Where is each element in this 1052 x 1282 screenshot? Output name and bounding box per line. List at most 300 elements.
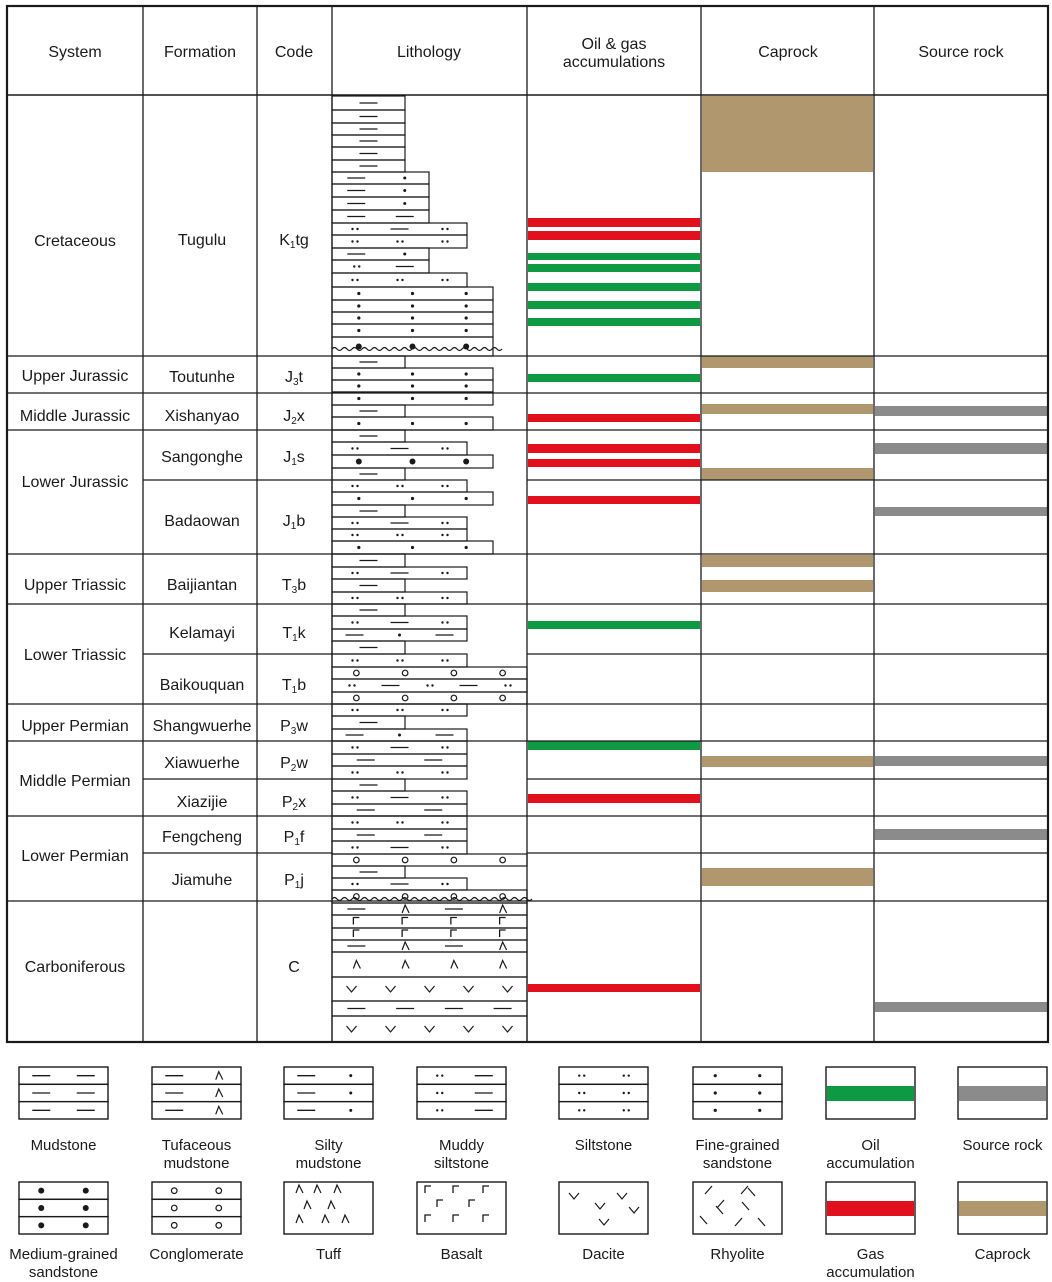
formation-code: P3w — [280, 718, 308, 737]
dot-mark — [441, 447, 443, 449]
legend-box — [19, 1217, 108, 1234]
tuff-mark — [402, 942, 409, 950]
lithology-bed — [332, 854, 527, 866]
basalt-mark — [500, 930, 506, 937]
dot-mark — [411, 316, 414, 319]
dot-mark — [401, 821, 403, 823]
dot-mark — [351, 659, 353, 661]
system-label: Lower Permian — [21, 848, 129, 865]
lithology-bed — [332, 172, 429, 184]
dot-mark — [356, 883, 358, 885]
oil-accumulation-bar — [528, 374, 700, 382]
dot-mark — [441, 1109, 443, 1111]
dot-mark — [463, 459, 469, 465]
dacite-mark — [425, 1026, 435, 1032]
formation-label: Fengcheng — [162, 829, 242, 846]
dot-mark — [441, 709, 443, 711]
dot-mark — [441, 240, 443, 242]
dot-mark — [446, 709, 448, 711]
dot-mark — [356, 621, 358, 623]
dot-mark — [356, 771, 358, 773]
formation-label: Xishanyao — [165, 408, 240, 425]
dot-mark — [351, 485, 353, 487]
formation-code: J3t — [285, 369, 304, 388]
pebble-mark — [402, 857, 408, 863]
dot-mark — [436, 1109, 438, 1111]
dot-mark — [357, 422, 360, 425]
dot-mark — [411, 292, 414, 295]
legend-label: Oil accumulation — [806, 1137, 936, 1173]
formation-label: Tugulu — [178, 232, 226, 249]
dot-mark — [83, 1205, 89, 1211]
system-label: Cretaceous — [34, 233, 116, 250]
dot-mark — [465, 497, 468, 500]
dot-mark — [396, 597, 398, 599]
system-label: Middle Permian — [19, 773, 130, 790]
tuff-mark — [353, 961, 360, 969]
lithology-bed — [332, 679, 527, 692]
formation-code: P1j — [284, 872, 304, 891]
pebble-mark — [500, 857, 506, 863]
legend-box — [19, 1182, 108, 1199]
source-rock-bar — [875, 829, 1047, 840]
dot-mark — [356, 522, 358, 524]
tuff-mark — [500, 905, 507, 913]
dacite-mark — [386, 1026, 396, 1032]
dot-mark — [357, 546, 360, 549]
legend-label: Mudstone — [0, 1137, 129, 1155]
oil-accumulation-bar — [528, 621, 700, 629]
formation-label: Jiamuhe — [172, 872, 233, 889]
basalt-mark — [353, 930, 359, 937]
dot-mark — [401, 597, 403, 599]
lithology-bed — [332, 804, 467, 816]
caprock-bar — [702, 756, 873, 767]
dot-mark — [351, 279, 353, 281]
pebble-mark — [451, 670, 457, 676]
dot-mark — [396, 534, 398, 536]
oil-accumulation-bar — [528, 283, 700, 291]
dacite-mark — [503, 1026, 513, 1032]
legend-swatch-oil-bar — [826, 1067, 915, 1119]
legend-label: Source rock — [938, 1137, 1052, 1155]
legend-box — [152, 1199, 241, 1216]
dot-mark — [411, 546, 414, 549]
dot-mark — [353, 684, 355, 686]
dot-mark — [441, 796, 443, 798]
dot-mark — [403, 253, 406, 256]
dot-mark — [441, 534, 443, 536]
dot-mark — [446, 659, 448, 661]
legend-bar — [827, 1086, 914, 1101]
pebble-mark — [402, 695, 408, 701]
formation-code: P2w — [280, 755, 308, 774]
dot-mark — [356, 709, 358, 711]
dot-mark — [441, 1074, 443, 1076]
dot-mark — [465, 329, 468, 332]
system-label: Carboniferous — [25, 959, 126, 976]
dot-mark — [396, 821, 398, 823]
legend-swatch-gas-bar — [826, 1182, 915, 1234]
system-label: Upper Jurassic — [22, 368, 129, 385]
dot-mark — [410, 459, 416, 465]
formation-code: J1b — [283, 513, 306, 532]
legend-swatch-caprock-bar — [958, 1182, 1047, 1234]
dot-mark — [628, 1092, 630, 1094]
dot-mark — [351, 771, 353, 773]
pebble-mark — [500, 695, 506, 701]
dot-mark — [446, 821, 448, 823]
system-label: Upper Triassic — [24, 577, 126, 594]
dacite-mark — [503, 986, 513, 992]
dot-mark — [38, 1188, 44, 1194]
column-header: Lithology — [397, 44, 461, 61]
dot-mark — [465, 316, 468, 319]
dot-mark — [714, 1109, 717, 1112]
gas-accumulation-bar — [528, 218, 700, 227]
legend-box — [693, 1102, 782, 1119]
dot-mark — [411, 372, 414, 375]
dot-mark — [441, 846, 443, 848]
legend-swatch-fine-sandstone — [693, 1067, 782, 1119]
source-rock-bar — [875, 1002, 1047, 1012]
system-label: Upper Permian — [21, 718, 129, 735]
dot-mark — [349, 1109, 352, 1112]
dot-mark — [398, 734, 401, 737]
formation-code: J1s — [283, 449, 305, 468]
dot-mark — [446, 534, 448, 536]
legend-box — [152, 1182, 241, 1199]
tuff-mark — [500, 961, 507, 969]
dot-mark — [38, 1222, 44, 1228]
dot-mark — [358, 265, 360, 267]
dot-mark — [83, 1222, 89, 1228]
dot-mark — [396, 659, 398, 661]
caprock-bar — [702, 96, 873, 172]
legend-label: Medium-grained sandstone — [0, 1246, 129, 1282]
legend-label: Conglomerate — [132, 1246, 262, 1264]
pebble-mark — [451, 857, 457, 863]
legend-bar — [959, 1086, 1046, 1101]
lithology-bed — [332, 915, 527, 928]
dot-mark — [356, 485, 358, 487]
formation-label: Shangwuerhe — [153, 718, 252, 735]
dot-mark — [578, 1092, 580, 1094]
legend-swatch-conglomerate — [152, 1182, 241, 1234]
formation-label: Toutunhe — [169, 369, 235, 386]
dot-mark — [446, 597, 448, 599]
dot-mark — [396, 709, 398, 711]
dot-mark — [465, 292, 468, 295]
dot-mark — [446, 447, 448, 449]
dot-mark — [436, 1092, 438, 1094]
tuff-mark — [402, 961, 409, 969]
dot-mark — [401, 534, 403, 536]
legend-swatch-siltstone — [559, 1067, 648, 1119]
dot-mark — [446, 621, 448, 623]
caprock-bar — [702, 868, 873, 886]
gas-accumulation-bar — [528, 794, 700, 803]
dot-mark — [351, 447, 353, 449]
dot-mark — [356, 279, 358, 281]
legend-swatch-source-bar — [958, 1067, 1047, 1119]
dacite-mark — [347, 1026, 357, 1032]
tuff-mark — [451, 961, 458, 969]
dot-mark — [441, 1092, 443, 1094]
lithology-bed — [332, 210, 429, 223]
lithology-bed — [332, 667, 527, 679]
dot-mark — [441, 621, 443, 623]
legend-box — [417, 1182, 506, 1234]
legend-label: Caprock — [938, 1246, 1052, 1264]
dot-mark — [356, 821, 358, 823]
gas-accumulation-bar — [528, 496, 700, 504]
gas-accumulation-bar — [528, 414, 700, 422]
dot-mark — [356, 228, 358, 230]
dot-mark — [357, 329, 360, 332]
dot-mark — [403, 189, 406, 192]
dot-mark — [446, 522, 448, 524]
dacite-mark — [425, 986, 435, 992]
dot-mark — [465, 372, 468, 375]
formation-code: K1tg — [279, 232, 309, 251]
dot-mark — [441, 522, 443, 524]
formation-code: P2x — [282, 794, 306, 813]
dot-mark — [351, 597, 353, 599]
column-header: accumulations — [563, 54, 665, 71]
dot-mark — [446, 883, 448, 885]
dot-mark — [356, 597, 358, 599]
basalt-mark — [451, 930, 457, 937]
dot-mark — [396, 240, 398, 242]
legend-box — [693, 1067, 782, 1084]
dot-mark — [465, 546, 468, 549]
dot-mark — [578, 1109, 580, 1111]
dot-mark — [357, 316, 360, 319]
lithology-bed — [332, 184, 429, 197]
dot-mark — [714, 1091, 717, 1094]
gas-accumulation-bar — [528, 231, 700, 240]
source-rock-bar — [875, 406, 1047, 416]
dot-mark — [351, 240, 353, 242]
dot-mark — [446, 240, 448, 242]
basalt-mark — [500, 918, 506, 925]
legend-label: Basalt — [397, 1246, 527, 1264]
dot-mark — [758, 1109, 761, 1112]
dot-mark — [441, 771, 443, 773]
basalt-mark — [353, 918, 359, 925]
caprock-bar — [702, 356, 873, 368]
legend-box — [559, 1182, 648, 1234]
formation-label: Xiazijie — [177, 794, 228, 811]
dot-mark — [348, 684, 350, 686]
dot-mark — [351, 621, 353, 623]
dot-mark — [351, 746, 353, 748]
dot-mark — [403, 202, 406, 205]
dot-mark — [431, 684, 433, 686]
dot-mark — [356, 447, 358, 449]
pebble-mark — [354, 857, 360, 863]
formation-label: Kelamayi — [169, 625, 235, 642]
gas-accumulation-bar — [528, 459, 700, 467]
legend-bar — [827, 1201, 914, 1216]
legend-box — [559, 1084, 648, 1101]
oil-accumulation-bar — [528, 301, 700, 309]
dacite-mark — [464, 986, 474, 992]
dot-mark — [396, 279, 398, 281]
formation-code: T1b — [282, 677, 306, 696]
dot-mark — [357, 397, 360, 400]
legend-swatch-tufaceous-mudstone — [152, 1067, 241, 1119]
caprock-bar — [702, 404, 873, 414]
legend-box — [559, 1102, 648, 1119]
gas-accumulation-bar — [528, 444, 700, 453]
pebble-mark — [500, 670, 506, 676]
unconformity-line — [332, 898, 532, 901]
dot-mark — [357, 292, 360, 295]
column-header: Code — [275, 44, 313, 61]
column-header: Formation — [164, 44, 236, 61]
dot-mark — [623, 1074, 625, 1076]
dot-mark — [356, 659, 358, 661]
legend-swatch-muddy-siltstone — [417, 1067, 506, 1119]
lithology-bed — [332, 754, 467, 766]
dot-mark — [446, 228, 448, 230]
dot-mark — [401, 485, 403, 487]
dacite-mark — [386, 986, 396, 992]
legend-box — [559, 1067, 648, 1084]
column-header: Source rock — [918, 44, 1004, 61]
dot-mark — [583, 1092, 585, 1094]
oil-accumulation-bar — [528, 318, 700, 326]
lithology-bed — [332, 197, 429, 210]
legend-label: Muddy siltstone — [397, 1137, 527, 1173]
formation-code: P1f — [284, 829, 305, 848]
oil-accumulation-bar — [528, 253, 700, 260]
pebble-mark — [402, 670, 408, 676]
legend-swatch-dacite — [559, 1182, 648, 1234]
dot-mark — [351, 796, 353, 798]
dot-mark — [441, 485, 443, 487]
dot-mark — [356, 746, 358, 748]
dot-mark — [509, 684, 511, 686]
dot-mark — [441, 746, 443, 748]
source-rock-bar — [875, 756, 1047, 766]
dot-mark — [401, 240, 403, 242]
formation-code: T3b — [282, 577, 306, 596]
legend-box — [152, 1217, 241, 1234]
legend-label: Tufaceous mudstone — [132, 1137, 262, 1173]
dot-mark — [357, 304, 360, 307]
dot-mark — [411, 397, 414, 400]
lithology-bed — [332, 260, 429, 273]
dot-mark — [357, 384, 360, 387]
dot-mark — [38, 1205, 44, 1211]
legend-label: Siltstone — [539, 1137, 669, 1155]
legend-swatch-basalt — [417, 1182, 506, 1234]
system-label: Middle Jurassic — [20, 408, 130, 425]
dot-mark — [504, 684, 506, 686]
column-header: Oil & gas — [582, 36, 647, 53]
dot-mark — [401, 659, 403, 661]
legend-swatch-rhyolite — [693, 1182, 782, 1234]
dot-mark — [357, 497, 360, 500]
dot-mark — [411, 304, 414, 307]
lithology-bed — [332, 248, 429, 260]
legend-swatch-medium-sandstone — [19, 1182, 108, 1234]
dot-mark — [356, 240, 358, 242]
caprock-bar — [702, 555, 873, 567]
lithology-bed — [332, 692, 527, 704]
lithology-bed — [332, 829, 467, 841]
dot-mark — [446, 572, 448, 574]
dot-mark — [426, 684, 428, 686]
dot-mark — [465, 304, 468, 307]
dot-mark — [446, 846, 448, 848]
legend-label: Rhyolite — [673, 1246, 803, 1264]
dot-mark — [465, 422, 468, 425]
dot-mark — [83, 1188, 89, 1194]
dot-mark — [758, 1091, 761, 1094]
dot-mark — [446, 771, 448, 773]
dot-mark — [411, 422, 414, 425]
legend-box — [693, 1084, 782, 1101]
basalt-mark — [402, 930, 408, 937]
lithology-bed — [332, 952, 527, 977]
dot-mark — [351, 522, 353, 524]
dot-mark — [465, 397, 468, 400]
formation-label: Baijiantan — [167, 577, 237, 594]
formation-code: C — [288, 959, 300, 976]
dot-mark — [623, 1109, 625, 1111]
dot-mark — [353, 265, 355, 267]
formation-code: J2x — [283, 408, 305, 427]
dot-mark — [578, 1074, 580, 1076]
legend-label: Dacite — [539, 1246, 669, 1264]
dot-mark — [403, 177, 406, 180]
legend-swatch-tuff — [284, 1182, 373, 1234]
dot-mark — [441, 597, 443, 599]
dacite-mark — [347, 986, 357, 992]
dot-mark — [623, 1092, 625, 1094]
dot-mark — [441, 659, 443, 661]
pebble-mark — [451, 695, 457, 701]
pebble-mark — [354, 695, 360, 701]
dot-mark — [441, 228, 443, 230]
legend-swatch-mudstone — [19, 1067, 108, 1119]
dot-mark — [401, 709, 403, 711]
dot-mark — [441, 883, 443, 885]
dot-mark — [758, 1074, 761, 1077]
oil-accumulation-bar — [528, 264, 700, 272]
dot-mark — [351, 821, 353, 823]
dot-mark — [351, 846, 353, 848]
dot-mark — [446, 796, 448, 798]
dot-mark — [465, 384, 468, 387]
dot-mark — [349, 1074, 352, 1077]
lithology-bed — [332, 977, 527, 1001]
dot-mark — [356, 796, 358, 798]
dot-mark — [351, 572, 353, 574]
tuff-mark — [500, 942, 507, 950]
legend-label: Gas accumulation — [806, 1246, 936, 1282]
dot-mark — [411, 384, 414, 387]
basalt-mark — [451, 918, 457, 925]
dot-mark — [351, 883, 353, 885]
system-label: Lower Jurassic — [22, 474, 129, 491]
dacite-mark — [464, 1026, 474, 1032]
dot-mark — [349, 1092, 352, 1095]
